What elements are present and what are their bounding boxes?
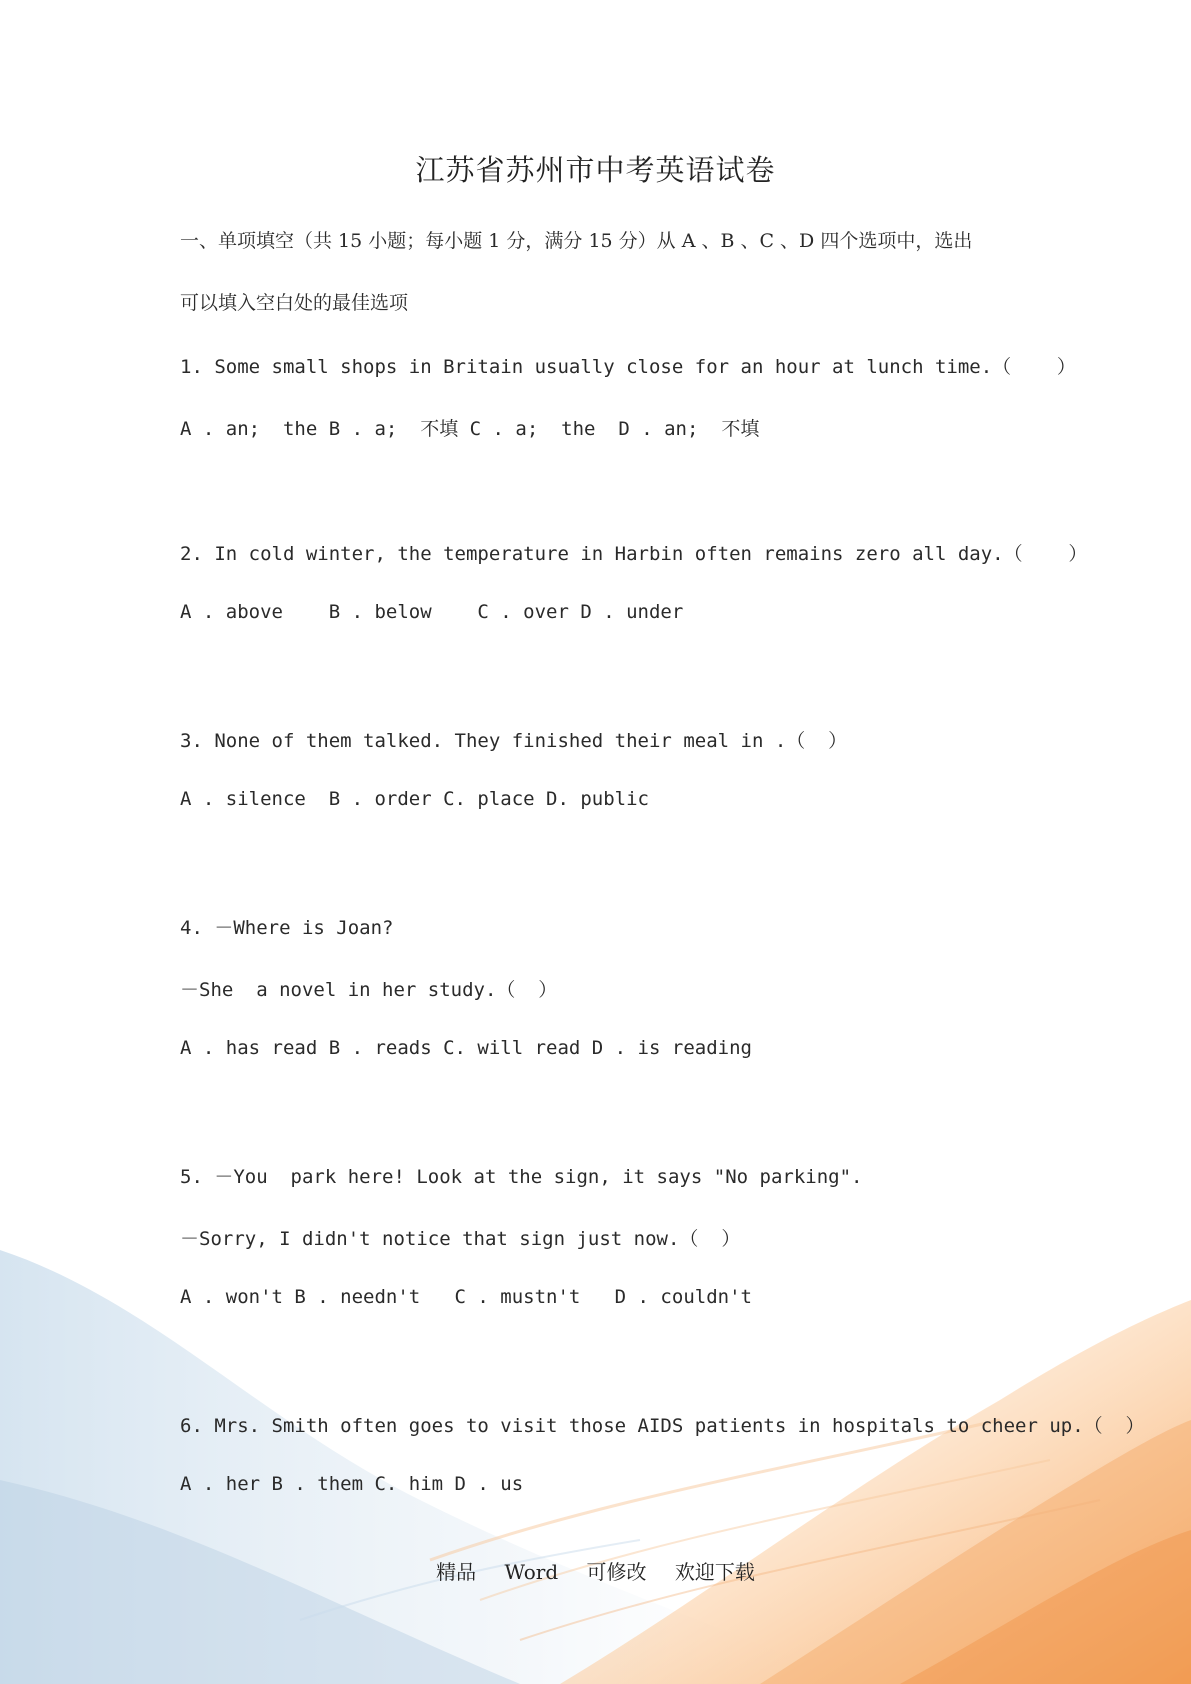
document-title: 江苏省苏州市中考英语试卷: [415, 153, 776, 187]
question-3-stem: 3. None of them talked. They finished their meal in .（ ）: [180, 730, 848, 752]
footer-item: 欢迎下载: [674, 1560, 755, 1584]
footer-item: 精品: [436, 1560, 477, 1584]
question-5-options: A . won't B . needn't C . mustn't D . couldn't: [180, 1286, 752, 1308]
footer-item: 可修改: [586, 1560, 647, 1584]
footer: [0, 1556, 1191, 1585]
question-2-options: A . above B . below C . over D . under: [180, 601, 684, 623]
section-heading-line2: 可以填入空白处的最佳选项: [180, 292, 409, 314]
footer-item: Word: [504, 1560, 559, 1584]
question-1-options: A . an; the B . a; 不填 C . a; the D . an; 不填: [180, 418, 760, 440]
question-6-stem: 6. Mrs. Smith often goes to visit those AIDS patients in hospitals to cheer up.（ ）: [180, 1415, 1145, 1437]
section-heading-line1: 一、单项填空（共 15 小题；每小题 1 分，满分 15 分）从 A 、B 、C 、D 四个选项中，选出: [180, 230, 973, 252]
question-6-options: A . her B . them C. him D . us: [180, 1473, 524, 1495]
question-4-stem-line1: 4. －Where is Joan?: [180, 917, 394, 939]
question-4-stem-line2: －She a novel in her study.（ ）: [180, 979, 558, 1001]
question-5-stem-line2: －Sorry, I didn't notice that sign just now.（ ）: [180, 1228, 741, 1250]
question-1-stem: 1. Some small shops in Britain usually close for an hour at lunch time.（ ）: [180, 356, 1076, 378]
question-5-stem-line1: 5. －You park here! Look at the sign, it says "No parking".: [180, 1166, 863, 1188]
question-2-stem: 2. In cold winter, the temperature in Harbin often remains zero all day.（ ）: [180, 543, 1088, 565]
question-3-options: A . silence B . order C. place D. public: [180, 788, 649, 810]
question-4-options: A . has read B . reads C. will read D . is reading: [180, 1037, 752, 1059]
